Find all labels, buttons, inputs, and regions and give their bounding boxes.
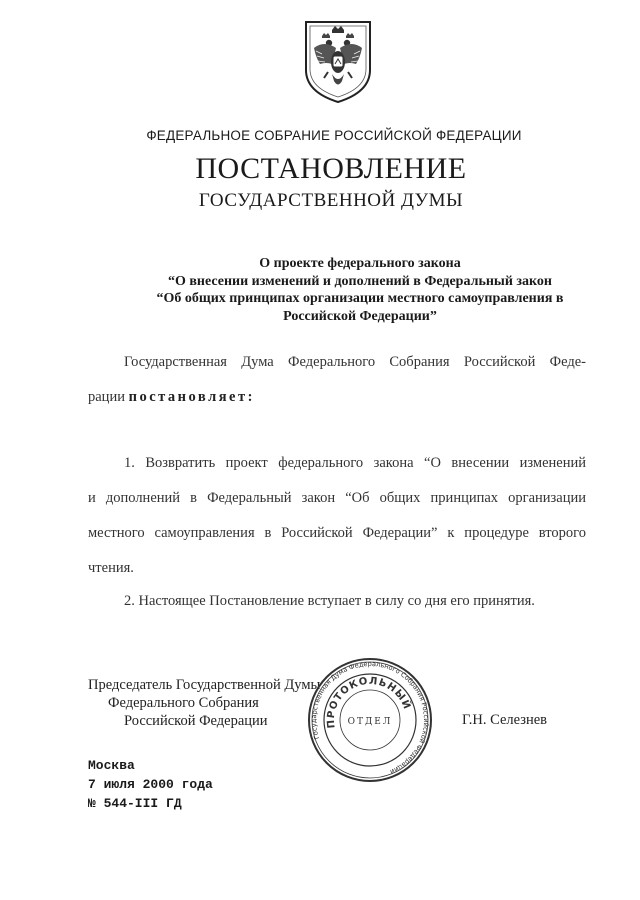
preamble-line-start: рации	[88, 389, 125, 405]
item-1-line: местного самоуправления в Российской Федерации” к процедуре второго	[88, 525, 586, 541]
signing-date: 7 июля 2000 года	[88, 777, 213, 792]
document-number: № 544-III ГД	[88, 796, 182, 811]
official-stamp	[306, 656, 434, 784]
coat-of-arms-emblem	[302, 18, 374, 104]
stamp-inner-text: ПРОТОКОЛЬНЫЙ	[325, 675, 413, 729]
subject-line: О проекте федерального закона	[259, 256, 461, 271]
item-1-line: чтения.	[88, 560, 134, 576]
item-1-line: и дополнений в Федеральный закон “Об общих принципах организации	[88, 490, 586, 506]
subject-line: “О внесении изменений и дополнений в Федеральный закон	[167, 273, 552, 289]
signatory-title-line: Федерального Собрания	[108, 695, 259, 711]
place-of-signing: Москва	[88, 758, 135, 773]
document-subject	[60, 255, 640, 325]
stamp-outer-text: Государственная Дума Федерального Собрания Российской Федерации	[309, 659, 431, 776]
subject-line: “Об общих принципах организации местного самоуправления в	[156, 291, 564, 306]
item-1-line: 1. Возвратить проект федерального закона “О внесении изменений	[124, 455, 586, 471]
signatory-title-line: Российской Федерации	[124, 713, 268, 729]
decision-keyword: постановляет:	[128, 389, 255, 405]
signatory-name: Г.Н. Селезнев	[462, 712, 547, 728]
item-2: 2. Настоящее Постановление вступает в силу со дня его принятия.	[124, 593, 535, 609]
preamble-line	[88, 389, 586, 406]
organization-title: ФЕДЕРАЛЬНОЕ СОБРАНИЕ РОССИЙСКОЙ ФЕДЕРАЦИИ	[146, 128, 522, 143]
signatory-title-line: Председатель Государственной Думы	[88, 677, 321, 693]
stamp-center-text: ОТДЕЛ	[347, 717, 393, 727]
subject-line: Российской Федерации”	[283, 308, 437, 324]
document-issuer: ГОСУДАРСТВЕННОЙ ДУМЫ	[198, 190, 464, 211]
document-type: ПОСТАНОВЛЕНИЕ	[195, 152, 467, 185]
preamble-line: Государственная Дума Федерального Собрания Российской Феде-	[124, 354, 586, 370]
